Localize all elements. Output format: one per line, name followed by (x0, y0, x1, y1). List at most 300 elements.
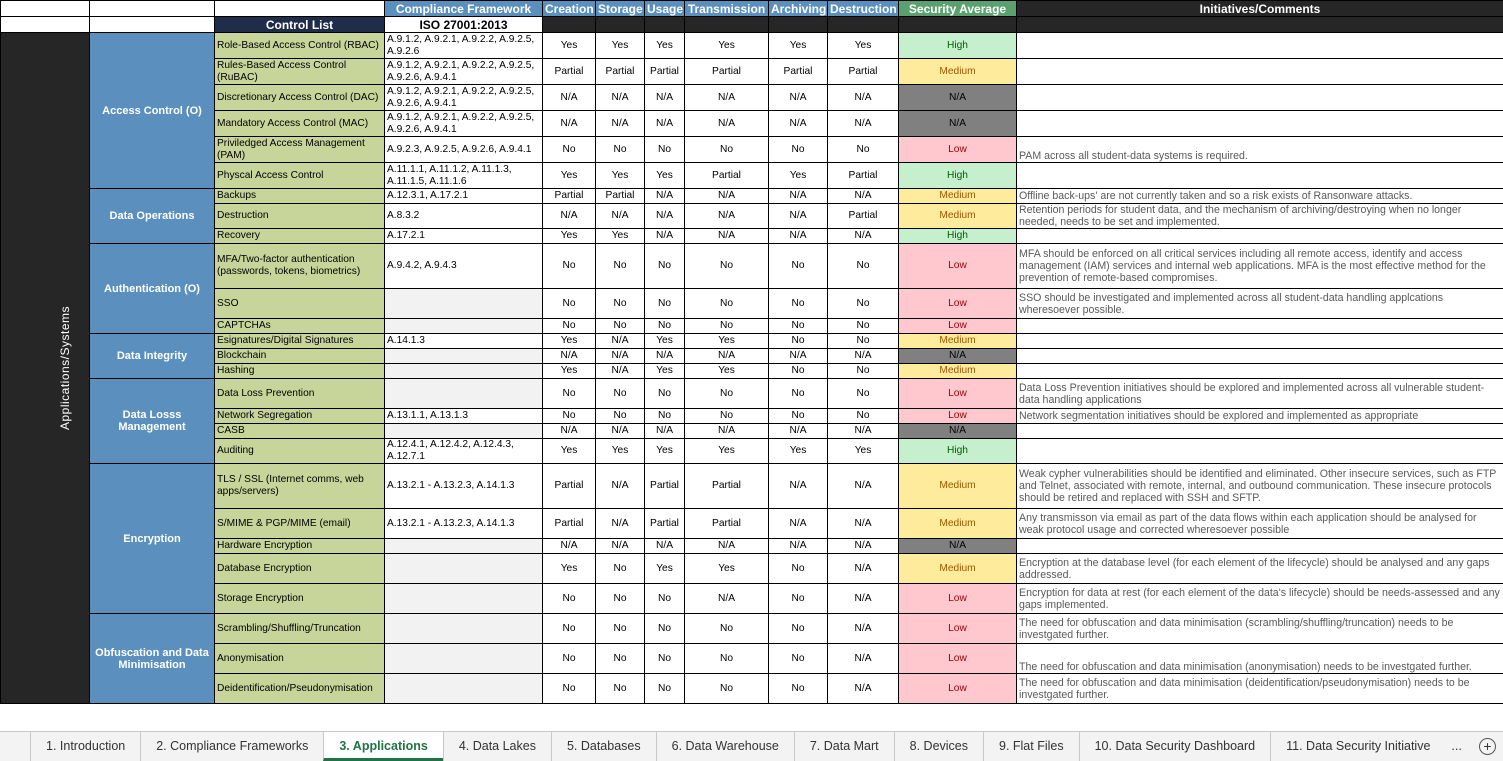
control-name-cell[interactable]: Data Loss Prevention (215, 379, 385, 409)
transmission-cell[interactable]: N/A (685, 349, 769, 364)
security-average-cell[interactable]: Medium (899, 509, 1017, 539)
header-compliance-framework[interactable]: Compliance Framework (385, 1, 543, 17)
creation-cell[interactable]: N/A (543, 349, 596, 364)
framework-refs-cell[interactable]: A.9.1.2, A.9.2.1, A.9.2.2, A.9.2.5, A.9.2.6, A.9.4.1 (385, 59, 543, 85)
storage-cell[interactable]: Yes (596, 439, 645, 464)
archiving-cell[interactable]: No (769, 334, 828, 349)
control-name-cell[interactable]: TLS / SSL (Internet comms, web apps/servers) (215, 464, 385, 509)
creation-cell[interactable]: N/A (543, 85, 596, 111)
control-name-cell[interactable]: Mandatory Access Control (MAC) (215, 111, 385, 137)
header-storage[interactable]: Storage (596, 1, 645, 17)
storage-cell[interactable]: No (596, 409, 645, 424)
creation-cell[interactable]: Partial (543, 189, 596, 204)
destruction-cell[interactable]: Partial (828, 204, 899, 229)
destruction-cell[interactable]: No (828, 137, 899, 163)
security-average-cell[interactable]: Medium (899, 364, 1017, 379)
archiving-cell[interactable]: Yes (769, 33, 828, 59)
creation-cell[interactable]: Partial (543, 464, 596, 509)
framework-refs-cell[interactable]: A.8.3.2 (385, 204, 543, 229)
creation-cell[interactable]: N/A (543, 539, 596, 554)
framework-refs-cell[interactable] (385, 319, 543, 334)
framework-refs-cell[interactable]: A.9.1.2, A.9.2.1, A.9.2.2, A.9.2.5, A.9.2.6, A.9.4.1 (385, 111, 543, 137)
comment-cell[interactable] (1017, 33, 1503, 59)
header-archiving[interactable]: Archiving (769, 1, 828, 17)
storage-cell[interactable]: No (596, 137, 645, 163)
transmission-cell[interactable]: N/A (685, 229, 769, 244)
framework-refs-cell[interactable]: A.9.2.3, A.9.2.5, A.9.2.6, A.9.4.1 (385, 137, 543, 163)
comment-cell[interactable] (1017, 539, 1503, 554)
usage-cell[interactable]: Yes (645, 334, 685, 349)
comment-cell[interactable]: Network segmentation initiatives should be explored and implemented as appropriate (1017, 409, 1503, 424)
destruction-cell[interactable]: N/A (828, 464, 899, 509)
security-average-cell[interactable]: Low (899, 584, 1017, 614)
destruction-cell[interactable]: N/A (828, 349, 899, 364)
storage-cell[interactable]: N/A (596, 464, 645, 509)
storage-cell[interactable]: No (596, 289, 645, 319)
control-name-cell[interactable]: Discretionary Access Control (DAC) (215, 85, 385, 111)
transmission-cell[interactable]: Partial (685, 163, 769, 189)
security-average-cell[interactable]: Low (899, 244, 1017, 289)
header-creation[interactable]: Creation (543, 1, 596, 17)
framework-refs-cell[interactable]: A.17.2.1 (385, 229, 543, 244)
storage-cell[interactable]: Yes (596, 229, 645, 244)
comment-cell[interactable] (1017, 111, 1503, 137)
security-average-cell[interactable]: N/A (899, 424, 1017, 439)
sheet-tab[interactable]: 5. Databases (551, 732, 656, 761)
security-average-cell[interactable]: Low (899, 289, 1017, 319)
destruction-cell[interactable]: No (828, 319, 899, 334)
storage-cell[interactable]: N/A (596, 539, 645, 554)
framework-refs-cell[interactable] (385, 379, 543, 409)
creation-cell[interactable]: N/A (543, 111, 596, 137)
comment-cell[interactable]: PAM across all student-data systems is required. (1017, 137, 1503, 163)
destruction-cell[interactable]: No (828, 409, 899, 424)
sheet-tab[interactable]: 9. Flat Files (983, 732, 1079, 761)
destruction-cell[interactable]: No (828, 334, 899, 349)
more-tabs-icon[interactable]: ... (1451, 739, 1462, 753)
framework-refs-cell[interactable] (385, 614, 543, 644)
usage-cell[interactable]: No (645, 379, 685, 409)
storage-cell[interactable]: No (596, 614, 645, 644)
destruction-cell[interactable]: Partial (828, 59, 899, 85)
transmission-cell[interactable]: Yes (685, 364, 769, 379)
storage-cell[interactable]: No (596, 379, 645, 409)
control-name-cell[interactable]: CAPTCHAs (215, 319, 385, 334)
archiving-cell[interactable]: N/A (769, 229, 828, 244)
header-usage[interactable]: Usage (645, 1, 685, 17)
sheet-tab[interactable]: 1. Introduction (30, 732, 140, 761)
destruction-cell[interactable]: N/A (828, 554, 899, 584)
storage-cell[interactable]: N/A (596, 364, 645, 379)
comment-cell[interactable]: Any transmisson via email as part of the data flows within each application should be analysed for weak protocol usage and corrected wheresoever possible (1017, 509, 1503, 539)
security-average-cell[interactable]: Medium (899, 334, 1017, 349)
storage-cell[interactable]: N/A (596, 111, 645, 137)
storage-cell[interactable]: N/A (596, 349, 645, 364)
archiving-cell[interactable]: N/A (769, 111, 828, 137)
control-name-cell[interactable]: Deidentification/Pseudonymisation (215, 674, 385, 704)
vertical-label-cell[interactable] (1, 33, 90, 704)
sheet-tab[interactable]: 7. Data Mart (794, 732, 894, 761)
transmission-cell[interactable]: N/A (685, 539, 769, 554)
framework-refs-cell[interactable]: A.11.1.1, A.11.1.2, A.11.1.3, A.11.1.5, A.11.1.6 (385, 163, 543, 189)
destruction-cell[interactable]: N/A (828, 229, 899, 244)
destruction-cell[interactable]: N/A (828, 614, 899, 644)
usage-cell[interactable]: Yes (645, 439, 685, 464)
control-list-header[interactable]: Control List (215, 17, 385, 33)
category-cell[interactable]: Access Control (O) (90, 33, 215, 189)
control-name-cell[interactable]: Auditing (215, 439, 385, 464)
security-average-cell[interactable]: High (899, 229, 1017, 244)
transmission-cell[interactable]: Yes (685, 439, 769, 464)
sheet-tab[interactable]: 11. Data Security Initiative (1270, 732, 1445, 761)
transmission-cell[interactable]: No (685, 137, 769, 163)
destruction-cell[interactable]: No (828, 364, 899, 379)
control-name-cell[interactable]: Destruction (215, 204, 385, 229)
archiving-cell[interactable]: N/A (769, 204, 828, 229)
comment-cell[interactable]: SSO should be investigated and implemented across all student-data handling applcations wheresoever possible. (1017, 289, 1503, 319)
header-initiatives[interactable]: Initiatives/Comments (1017, 1, 1503, 17)
transmission-cell[interactable]: Yes (685, 554, 769, 584)
archiving-cell[interactable]: No (769, 379, 828, 409)
control-name-cell[interactable]: CASB (215, 424, 385, 439)
transmission-cell[interactable]: No (685, 409, 769, 424)
usage-cell[interactable]: No (645, 674, 685, 704)
transmission-cell[interactable]: No (685, 319, 769, 334)
comment-cell[interactable] (1017, 319, 1503, 334)
archiving-cell[interactable]: N/A (769, 539, 828, 554)
usage-cell[interactable]: N/A (645, 424, 685, 439)
control-name-cell[interactable]: Database Encryption (215, 554, 385, 584)
archiving-cell[interactable]: Yes (769, 439, 828, 464)
storage-cell[interactable]: Yes (596, 163, 645, 189)
control-name-cell[interactable]: Priviledged Access Management (PAM) (215, 137, 385, 163)
framework-refs-cell[interactable]: A.13.2.1 - A.13.2.3, A.14.1.3 (385, 464, 543, 509)
archiving-cell[interactable]: N/A (769, 464, 828, 509)
control-name-cell[interactable]: Esignatures/Digital Signatures (215, 334, 385, 349)
sheet-tab[interactable]: 4. Data Lakes (443, 732, 551, 761)
usage-cell[interactable]: N/A (645, 189, 685, 204)
destruction-cell[interactable]: Partial (828, 163, 899, 189)
archiving-cell[interactable]: No (769, 409, 828, 424)
sheet-tab[interactable]: 6. Data Warehouse (656, 732, 794, 761)
comment-cell[interactable]: The need for obfuscation and data minimisation (scrambling/shuffling/truncation) needs to be investgated further. (1017, 614, 1503, 644)
transmission-cell[interactable]: N/A (685, 85, 769, 111)
destruction-cell[interactable]: No (828, 289, 899, 319)
usage-cell[interactable]: Partial (645, 464, 685, 509)
framework-refs-cell[interactable]: A.13.2.1 - A.13.2.3, A.14.1.3 (385, 509, 543, 539)
creation-cell[interactable]: No (543, 319, 596, 334)
storage-cell[interactable]: N/A (596, 424, 645, 439)
iso-standard-cell[interactable]: ISO 27001:2013 (385, 17, 543, 33)
sheet-tab[interactable]: 3. Applications (323, 732, 442, 761)
comment-cell[interactable] (1017, 229, 1503, 244)
framework-refs-cell[interactable] (385, 424, 543, 439)
framework-refs-cell[interactable]: A.9.4.2, A.9.4.3 (385, 244, 543, 289)
archiving-cell[interactable]: N/A (769, 349, 828, 364)
header-transmission[interactable]: Transmission (685, 1, 769, 17)
storage-cell[interactable]: N/A (596, 334, 645, 349)
control-name-cell[interactable]: Network Segregation (215, 409, 385, 424)
category-cell[interactable]: Data Integrity (90, 334, 215, 379)
security-average-cell[interactable]: Medium (899, 189, 1017, 204)
usage-cell[interactable]: No (645, 409, 685, 424)
header-destruction[interactable]: Destruction (828, 1, 899, 17)
header-security-average[interactable]: Security Average (899, 1, 1017, 17)
transmission-cell[interactable]: Yes (685, 334, 769, 349)
creation-cell[interactable]: Yes (543, 334, 596, 349)
security-average-cell[interactable]: Low (899, 644, 1017, 674)
archiving-cell[interactable]: No (769, 364, 828, 379)
comment-cell[interactable]: The need for obfuscation and data minimisation (deidentification/pseudonymisation) needs to be investgated further. (1017, 674, 1503, 704)
security-average-cell[interactable]: N/A (899, 539, 1017, 554)
security-average-cell[interactable]: Low (899, 137, 1017, 163)
security-average-cell[interactable]: Medium (899, 554, 1017, 584)
comment-cell[interactable]: Data Loss Prevention initiatives should be explored and implemented across all vulnerable student-data handling applications (1017, 379, 1503, 409)
creation-cell[interactable]: Yes (543, 229, 596, 244)
category-cell[interactable]: Authentication (O) (90, 244, 215, 334)
security-average-cell[interactable]: High (899, 33, 1017, 59)
creation-cell[interactable]: N/A (543, 204, 596, 229)
comment-cell[interactable] (1017, 163, 1503, 189)
comment-cell[interactable] (1017, 334, 1503, 349)
framework-refs-cell[interactable] (385, 364, 543, 379)
usage-cell[interactable]: No (645, 584, 685, 614)
usage-cell[interactable]: N/A (645, 111, 685, 137)
destruction-cell[interactable]: N/A (828, 539, 899, 554)
creation-cell[interactable]: Yes (543, 364, 596, 379)
archiving-cell[interactable]: No (769, 137, 828, 163)
archiving-cell[interactable]: N/A (769, 85, 828, 111)
destruction-cell[interactable]: N/A (828, 85, 899, 111)
archiving-cell[interactable]: N/A (769, 509, 828, 539)
control-name-cell[interactable]: Hardware Encryption (215, 539, 385, 554)
control-name-cell[interactable]: Recovery (215, 229, 385, 244)
archiving-cell[interactable]: No (769, 289, 828, 319)
security-average-cell[interactable]: High (899, 439, 1017, 464)
transmission-cell[interactable]: N/A (685, 584, 769, 614)
framework-refs-cell[interactable] (385, 644, 543, 674)
transmission-cell[interactable]: No (685, 244, 769, 289)
creation-cell[interactable]: Yes (543, 163, 596, 189)
usage-cell[interactable]: Partial (645, 59, 685, 85)
security-average-cell[interactable]: Medium (899, 59, 1017, 85)
sheet-tab[interactable]: 10. Data Security Dashboard (1079, 732, 1271, 761)
security-average-cell[interactable]: N/A (899, 111, 1017, 137)
usage-cell[interactable]: No (645, 137, 685, 163)
security-average-cell[interactable]: Low (899, 319, 1017, 334)
archiving-cell[interactable]: No (769, 614, 828, 644)
comment-cell[interactable] (1017, 59, 1503, 85)
category-cell[interactable]: Obfuscation and Data Minimisation (90, 614, 215, 704)
usage-cell[interactable]: No (645, 244, 685, 289)
transmission-cell[interactable]: Yes (685, 33, 769, 59)
framework-refs-cell[interactable] (385, 674, 543, 704)
control-name-cell[interactable]: SSO (215, 289, 385, 319)
usage-cell[interactable]: N/A (645, 349, 685, 364)
destruction-cell[interactable]: N/A (828, 424, 899, 439)
destruction-cell[interactable]: N/A (828, 644, 899, 674)
storage-cell[interactable]: No (596, 244, 645, 289)
transmission-cell[interactable]: No (685, 379, 769, 409)
usage-cell[interactable]: N/A (645, 204, 685, 229)
comment-cell[interactable] (1017, 364, 1503, 379)
storage-cell[interactable]: No (596, 554, 645, 584)
control-name-cell[interactable]: Backups (215, 189, 385, 204)
storage-cell[interactable]: N/A (596, 85, 645, 111)
category-cell[interactable]: Data Operations (90, 189, 215, 244)
transmission-cell[interactable]: Partial (685, 59, 769, 85)
framework-refs-cell[interactable]: A.12.4.1, A.12.4.2, A.12.4.3, A.12.7.1 (385, 439, 543, 464)
category-cell[interactable]: Data Losss Management (90, 379, 215, 464)
security-average-cell[interactable]: Low (899, 674, 1017, 704)
control-name-cell[interactable]: Anonymisation (215, 644, 385, 674)
creation-cell[interactable]: Partial (543, 509, 596, 539)
usage-cell[interactable]: No (645, 289, 685, 319)
security-average-cell[interactable]: N/A (899, 349, 1017, 364)
archiving-cell[interactable]: Yes (769, 163, 828, 189)
sheet-tab[interactable]: 8. Devices (894, 732, 983, 761)
archiving-cell[interactable]: No (769, 644, 828, 674)
framework-refs-cell[interactable]: A.9.1.2, A.9.2.1, A.9.2.2, A.9.2.5, A.9.2.6 (385, 33, 543, 59)
destruction-cell[interactable]: N/A (828, 674, 899, 704)
security-average-cell[interactable]: Low (899, 409, 1017, 424)
storage-cell[interactable]: N/A (596, 509, 645, 539)
transmission-cell[interactable]: N/A (685, 424, 769, 439)
usage-cell[interactable]: No (645, 644, 685, 674)
framework-refs-cell[interactable] (385, 289, 543, 319)
storage-cell[interactable]: N/A (596, 204, 645, 229)
control-name-cell[interactable]: Hashing (215, 364, 385, 379)
destruction-cell[interactable]: N/A (828, 111, 899, 137)
creation-cell[interactable]: No (543, 409, 596, 424)
comment-cell[interactable]: Encryption at the database level (for each element of the lifecycle) should be analysed and any gaps addressed. (1017, 554, 1503, 584)
usage-cell[interactable]: Partial (645, 509, 685, 539)
destruction-cell[interactable]: N/A (828, 509, 899, 539)
security-average-cell[interactable]: Low (899, 379, 1017, 409)
framework-refs-cell[interactable] (385, 539, 543, 554)
comment-cell[interactable] (1017, 424, 1503, 439)
framework-refs-cell[interactable]: A.12.3.1, A.17.2.1 (385, 189, 543, 204)
control-name-cell[interactable]: Rules-Based Access Control (RuBAC) (215, 59, 385, 85)
storage-cell[interactable]: Partial (596, 59, 645, 85)
control-name-cell[interactable]: Scrambling/Shuffling/Truncation (215, 614, 385, 644)
add-sheet-icon[interactable]: + (1479, 738, 1496, 755)
framework-refs-cell[interactable] (385, 584, 543, 614)
control-name-cell[interactable]: Blockchain (215, 349, 385, 364)
transmission-cell[interactable]: Partial (685, 464, 769, 509)
storage-cell[interactable]: No (596, 644, 645, 674)
comment-cell[interactable] (1017, 85, 1503, 111)
usage-cell[interactable]: N/A (645, 229, 685, 244)
creation-cell[interactable]: No (543, 289, 596, 319)
usage-cell[interactable]: Yes (645, 33, 685, 59)
comment-cell[interactable]: Encryption for data at rest (for each element of the data's lifecycle) should be needs-assessed and any gaps implemented. (1017, 584, 1503, 614)
creation-cell[interactable]: No (543, 614, 596, 644)
creation-cell[interactable]: No (543, 137, 596, 163)
transmission-cell[interactable]: N/A (685, 189, 769, 204)
destruction-cell[interactable]: No (828, 244, 899, 289)
transmission-cell[interactable]: No (685, 644, 769, 674)
transmission-cell[interactable]: Partial (685, 509, 769, 539)
creation-cell[interactable]: Partial (543, 59, 596, 85)
framework-refs-cell[interactable]: A.13.1.1, A.13.1.3 (385, 409, 543, 424)
security-average-cell[interactable]: Medium (899, 204, 1017, 229)
security-average-cell[interactable]: Medium (899, 464, 1017, 509)
archiving-cell[interactable]: No (769, 584, 828, 614)
usage-cell[interactable]: No (645, 614, 685, 644)
creation-cell[interactable]: Yes (543, 33, 596, 59)
creation-cell[interactable]: No (543, 644, 596, 674)
storage-cell[interactable]: No (596, 584, 645, 614)
transmission-cell[interactable]: No (685, 289, 769, 319)
archiving-cell[interactable]: Partial (769, 59, 828, 85)
transmission-cell[interactable]: N/A (685, 111, 769, 137)
archiving-cell[interactable]: No (769, 674, 828, 704)
usage-cell[interactable]: N/A (645, 85, 685, 111)
sheet-tab[interactable]: 2. Compliance Frameworks (140, 732, 323, 761)
destruction-cell[interactable]: N/A (828, 189, 899, 204)
archiving-cell[interactable]: No (769, 554, 828, 584)
security-average-cell[interactable]: Low (899, 614, 1017, 644)
usage-cell[interactable]: No (645, 319, 685, 334)
destruction-cell[interactable]: Yes (828, 33, 899, 59)
destruction-cell[interactable]: N/A (828, 584, 899, 614)
storage-cell[interactable]: Partial (596, 189, 645, 204)
category-cell[interactable]: Encryption (90, 464, 215, 614)
usage-cell[interactable]: Yes (645, 554, 685, 584)
transmission-cell[interactable]: No (685, 674, 769, 704)
control-name-cell[interactable]: Role-Based Access Control (RBAC) (215, 33, 385, 59)
storage-cell[interactable]: No (596, 674, 645, 704)
comment-cell[interactable]: The need for obfuscation and data minimisation (anonymisation) needs to be investgated further. (1017, 644, 1503, 674)
framework-refs-cell[interactable]: A.14.1.3 (385, 334, 543, 349)
usage-cell[interactable]: N/A (645, 539, 685, 554)
comment-cell[interactable]: MFA should be enforced on all critical services including all remote access, identify and access management (IAM) services and internal web applications. MFA is the most effective method for the prevention of remote-based compromises. (1017, 244, 1503, 289)
security-average-cell[interactable]: High (899, 163, 1017, 189)
comment-cell[interactable]: Weak cypher vulnerabilities should be identified and eliminated. Other insecure services, such as FTP and Telnet, associated with remote, internal, and outbound communication. These insecure protocols should be retired and replaced with SSH and SFTP. (1017, 464, 1503, 509)
archiving-cell[interactable]: N/A (769, 189, 828, 204)
creation-cell[interactable]: No (543, 244, 596, 289)
storage-cell[interactable]: Yes (596, 33, 645, 59)
creation-cell[interactable]: Yes (543, 554, 596, 584)
control-name-cell[interactable]: Physcal Access Control (215, 163, 385, 189)
comment-cell[interactable] (1017, 349, 1503, 364)
control-name-cell[interactable]: S/MIME & PGP/MIME (email) (215, 509, 385, 539)
security-average-cell[interactable]: N/A (899, 85, 1017, 111)
archiving-cell[interactable]: N/A (769, 424, 828, 439)
archiving-cell[interactable]: No (769, 319, 828, 334)
comment-cell[interactable] (1017, 439, 1503, 464)
usage-cell[interactable]: Yes (645, 364, 685, 379)
comment-cell[interactable]: Offline back-ups' are not currently taken and so a risk exists of Ransonware attacks. (1017, 189, 1503, 204)
control-name-cell[interactable]: MFA/Two-factor authentication (passwords, tokens, biometrics) (215, 244, 385, 289)
framework-refs-cell[interactable] (385, 554, 543, 584)
framework-refs-cell[interactable]: A.9.1.2, A.9.2.1, A.9.2.2, A.9.2.5, A.9.2.6, A.9.4.1 (385, 85, 543, 111)
storage-cell[interactable]: No (596, 319, 645, 334)
destruction-cell[interactable]: No (828, 379, 899, 409)
framework-refs-cell[interactable] (385, 349, 543, 364)
usage-cell[interactable]: Yes (645, 163, 685, 189)
transmission-cell[interactable]: N/A (685, 204, 769, 229)
creation-cell[interactable]: Yes (543, 439, 596, 464)
comment-cell[interactable]: Retention periods for student data, and the mechanism of archiving/destroying when no longer needed, needs to be set and implemented. (1017, 204, 1503, 229)
creation-cell[interactable]: N/A (543, 424, 596, 439)
creation-cell[interactable]: No (543, 584, 596, 614)
creation-cell[interactable]: No (543, 379, 596, 409)
creation-cell[interactable]: No (543, 674, 596, 704)
destruction-cell[interactable]: Yes (828, 439, 899, 464)
control-name-cell[interactable]: Storage Encryption (215, 584, 385, 614)
